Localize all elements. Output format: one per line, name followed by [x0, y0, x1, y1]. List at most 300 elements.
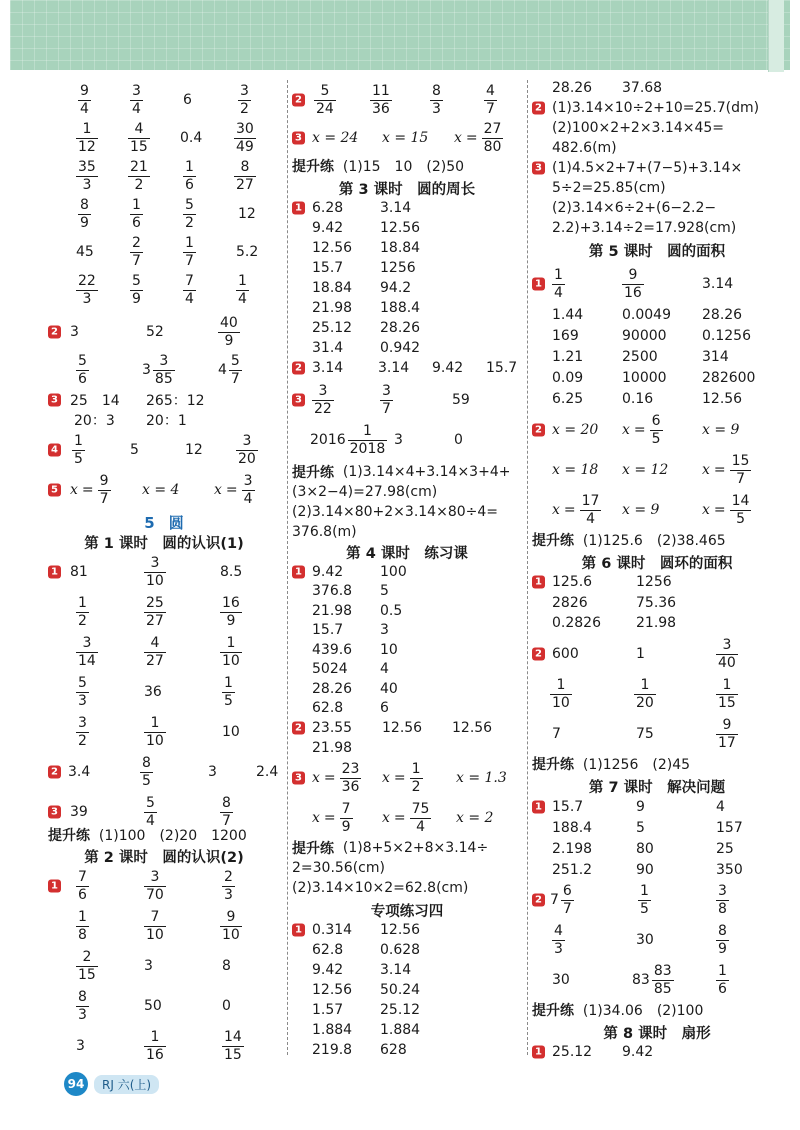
extension-line: 376.8(m) [292, 524, 357, 540]
answer-value: 12.56 [382, 720, 423, 736]
fraction: $\frac{7}{9}$ [341, 800, 351, 835]
fraction: $\frac{3}{2}$ [78, 714, 87, 749]
fraction: $\frac{16}{9}$ [222, 594, 240, 629]
extension-line: (2)3.14×80+2×3.14×80÷4= [292, 504, 499, 520]
fraction: $\frac{4}{27}$ [146, 634, 164, 669]
question-number-badge: 2 [532, 424, 545, 437]
question-row [532, 634, 782, 674]
fraction: $\frac{1}{10}$ [552, 676, 570, 711]
fraction: $\frac{9}{16}$ [624, 266, 642, 301]
fraction: $\frac{3}{22}$ [314, 382, 332, 417]
question-number-badge: 1 [292, 565, 305, 578]
fraction: $\frac{1}{4}$ [554, 266, 563, 301]
column-divider [527, 80, 528, 1055]
answer-value: 5024 [312, 661, 348, 678]
answer-value: 81 [70, 564, 88, 580]
answer-value: 10 [222, 724, 240, 740]
answer-value: 25.12 [312, 320, 353, 336]
answer-row [292, 258, 522, 278]
fraction: $\frac{8}{3}$ [78, 988, 87, 1023]
answer-row [292, 679, 522, 699]
answer-row: x = $\frac{7}{9}$ x = $\frac{75}{4}$ x = 2 [292, 798, 522, 838]
answer-row [532, 304, 782, 325]
extension-line: 提升练 (1)3.14×4+3.14×3+4+ [292, 464, 511, 481]
mixed-number: 4 $\frac{5}{7}$ [218, 352, 240, 387]
answer-row [48, 156, 280, 196]
answer-value: 6 [183, 92, 192, 108]
answer-value: 4 [380, 661, 389, 678]
question-number-badge: 2 [292, 94, 305, 107]
answer-row [532, 859, 782, 880]
page-edge-tab [768, 0, 784, 72]
fraction: $\frac{25}{27}$ [146, 594, 164, 629]
answer-value: x = 9 [702, 422, 740, 438]
fraction: $\frac{9}{10}$ [222, 908, 240, 943]
answer-value: 3.14 [380, 962, 412, 978]
answer-value: 439.6 [312, 641, 353, 658]
answer-row [532, 593, 782, 614]
answer-row [48, 194, 280, 234]
answer-value: 0.942 [380, 340, 421, 356]
question-row [532, 98, 782, 118]
fraction: $\frac{1}{7}$ [185, 234, 194, 269]
lesson-title: 第 1 课时 圆的认识(1) [84, 536, 244, 552]
fraction: $\frac{27}{80}$ [483, 120, 502, 155]
answer-row [48, 632, 280, 672]
answer-value: 6 [380, 700, 389, 717]
answer-row [532, 920, 782, 960]
answer-row [532, 78, 782, 98]
lesson-title: 第 3 课时 圆的周长 [338, 182, 476, 198]
question-row [532, 158, 782, 178]
question-number-badge: 2 [532, 102, 545, 115]
question-number-badge: 3 [292, 394, 305, 407]
answer-value: 3 [394, 432, 403, 448]
answer-value: 12.56 [452, 720, 493, 736]
question-number-badge: 3 [48, 394, 61, 407]
answer-value: 2500 [622, 348, 658, 365]
answer-value: 314 [702, 348, 729, 365]
answer-value: 37.68 [622, 80, 663, 96]
answer-value: 5 [636, 819, 645, 836]
fraction: $\frac{1}{8}$ [78, 908, 87, 943]
answer-row [48, 946, 280, 986]
answer-value: 62.8 [312, 942, 344, 958]
answer-value: 0.16 [622, 390, 654, 407]
answer-value: 10000 [622, 369, 667, 386]
answer-value: 9 [636, 798, 645, 815]
answer-value: 3 [380, 622, 389, 639]
answer-value: 1.884 [312, 1022, 353, 1038]
fraction: $\frac{3}{8}$ [718, 882, 727, 917]
answer-value: 21.98 [636, 615, 677, 632]
answer-row [532, 572, 782, 593]
answer-value: x = 15 [382, 130, 429, 146]
answer-row [532, 325, 782, 346]
fraction: $\frac{5}{24}$ [316, 82, 334, 117]
answer-value: 25.12 [380, 1002, 421, 1018]
fraction: $\frac{3}{4}$ [132, 82, 141, 117]
answer-row [292, 738, 522, 758]
answer-row [48, 672, 280, 712]
answer-value: 12 [238, 206, 256, 222]
question-number-badge: 2 [532, 648, 545, 661]
answer-value: 50 [144, 998, 162, 1014]
answer-value: 12.56 [702, 390, 743, 407]
column-divider [287, 80, 288, 1055]
answer-value: 3.4 [68, 764, 91, 780]
answer-value: 100 [380, 563, 407, 580]
answer-value: 157 [716, 819, 743, 836]
answer-value: 2.4 [256, 764, 279, 780]
answer-value: 52 [146, 324, 164, 340]
answer-value: 40 [380, 680, 398, 697]
question-number-badge: 1 [48, 880, 61, 893]
extension-line: (3×2−4)=27.98(cm) [292, 484, 438, 500]
fraction: $\frac{4}{15}$ [130, 120, 148, 155]
question-number-badge: 1 [532, 800, 545, 813]
fraction: $\frac{1}{2}$ [411, 760, 421, 795]
answer-value: 251.2 [552, 861, 593, 878]
extension-line: (2)3.14×10×2=62.8(cm) [292, 880, 469, 896]
answer-value: 20：3 [74, 413, 115, 429]
unit-heading: 5 圆 [144, 514, 184, 532]
answer-value: 1.884 [380, 1022, 421, 1038]
fraction: $\frac{1}{12}$ [78, 120, 96, 155]
fraction: $\frac{1}{5}$ [640, 882, 649, 917]
question-number-badge: 3 [292, 132, 305, 145]
question-number-badge: 3 [292, 772, 305, 785]
fraction: $\frac{1}{6}$ [132, 196, 141, 231]
question-number-badge: 1 [532, 278, 545, 291]
mixed-number: 3 $\frac{3}{85}$ [142, 352, 173, 387]
answer-value: 188.4 [552, 819, 593, 836]
answer-line: (2)100×2+2×3.14×45= [552, 120, 725, 136]
fraction: $\frac{1}{10}$ [222, 634, 240, 669]
page-number: 94 [64, 1072, 88, 1096]
answer-value: x = 2 [456, 810, 494, 826]
answer-value: 15.7 [312, 622, 344, 639]
answer-value: 12 [185, 442, 203, 458]
answer-value: 12.56 [380, 220, 421, 236]
answer-row [292, 940, 522, 960]
fraction: $\frac{2}{3}$ [224, 868, 233, 903]
question-row [48, 430, 280, 470]
lesson-title: 第 6 课时 圆环的面积 [581, 556, 733, 572]
answer-value: x = 20 [552, 422, 599, 438]
answer-value: x = 12 [622, 462, 669, 478]
fraction: $\frac{40}{9}$ [220, 314, 238, 349]
answer-value: 3.14 [312, 360, 344, 376]
fraction: $\frac{1}{5}$ [224, 674, 233, 709]
question-row [48, 866, 280, 906]
question-number-badge: 2 [48, 766, 61, 779]
answer-value: 1256 [380, 260, 416, 276]
answer-column-3 [532, 74, 782, 1064]
question-row [292, 380, 522, 420]
answer-value: 1.57 [312, 1002, 344, 1018]
fraction: $\frac{3}{20}$ [238, 432, 256, 467]
answer-value: 59 [452, 392, 470, 408]
fraction: $\frac{2}{15}$ [78, 948, 96, 983]
answer-value: 12.56 [312, 240, 353, 256]
question-number-badge: 1 [292, 202, 305, 215]
answer-row [48, 232, 280, 272]
answer-row [292, 640, 522, 660]
question-number-badge: 1 [532, 1046, 545, 1059]
question-number-badge: 2 [292, 362, 305, 375]
answer-row [292, 562, 522, 582]
answer-value: 21.98 [312, 602, 353, 619]
answer-value: 8 [222, 958, 231, 974]
answer-row [48, 118, 280, 158]
fraction: $\frac{3}{70}$ [146, 868, 164, 903]
answer-value: 31.4 [312, 340, 344, 356]
header-banner [10, 0, 790, 70]
answer-value: 188.4 [380, 300, 421, 316]
answer-value: 376.8 [312, 583, 353, 600]
answer-row [292, 238, 522, 258]
answer-value: 0 [222, 998, 231, 1014]
answer-row [292, 1020, 522, 1040]
lesson-title: 第 7 课时 解决问题 [588, 780, 726, 796]
answer-row [48, 80, 280, 120]
answer-row [292, 980, 522, 1000]
answer-value: 3 [208, 764, 217, 780]
answer-row [532, 367, 782, 388]
question-number-badge: 1 [48, 566, 61, 579]
answer-row: x = $\frac{17}{4}$ x = 9 x = $\frac{14}{5}$ [532, 490, 782, 530]
fraction: $\frac{3}{7}$ [382, 382, 391, 417]
question-number-badge: 4 [48, 444, 61, 457]
answer-row [292, 338, 522, 358]
answer-value: 628 [380, 1042, 407, 1058]
fraction: $\frac{75}{4}$ [411, 800, 430, 835]
fraction: $\frac{8}{3}$ [432, 82, 441, 117]
section-title: 专项练习四 [370, 904, 444, 920]
fraction: $\frac{9}{17}$ [718, 716, 736, 751]
answer-row [48, 270, 280, 310]
mixed-number: 2016 $\frac{1}{2018}$ [310, 422, 386, 457]
answer-value: 15.7 [486, 360, 518, 376]
answer-row [48, 712, 280, 752]
answer-value: 0.5 [380, 602, 403, 619]
answer-value: 80 [636, 840, 654, 857]
answer-value: 18.84 [312, 280, 353, 296]
answer-value: 28.26 [552, 80, 593, 96]
fraction: $\frac{2}{7}$ [132, 234, 141, 269]
lesson-title: 第 8 课时 扇形 [603, 1026, 711, 1042]
answer-line: (2)3.14×6÷2+(6−2.2− [552, 200, 717, 216]
answer-value: 0.2826 [552, 615, 601, 632]
fraction: $\frac{1}{15}$ [718, 676, 736, 711]
fraction: $\frac{3}{4}$ [243, 472, 253, 507]
fraction: $\frac{1}{20}$ [636, 676, 654, 711]
answer-value: 28.26 [312, 680, 353, 697]
answer-value: 265：12 [146, 393, 205, 409]
answer-row [48, 906, 280, 946]
page-footer [64, 1072, 159, 1096]
answer-row [532, 796, 782, 817]
extension-line: 提升练 (1)100 (2)20 1200 [48, 828, 247, 844]
fraction: $\frac{4}{7}$ [486, 82, 495, 117]
fraction: $\frac{14}{15}$ [224, 1028, 242, 1063]
answer-value: 39 [70, 804, 88, 820]
answer-value: x = 9 [622, 502, 660, 518]
answer-row [292, 621, 522, 641]
answer-value: 15.7 [312, 260, 344, 276]
answer-value: 75.36 [636, 594, 677, 611]
fraction: $\frac{1}{10}$ [146, 714, 164, 749]
answer-value: 350 [716, 861, 743, 878]
question-row [292, 358, 522, 378]
answer-value: 20：1 [146, 413, 187, 429]
fraction: $\frac{17}{4}$ [581, 492, 600, 527]
extension-line: 提升练 (1)125.6 (2)38.465 [532, 533, 726, 549]
question-number-badge: 3 [532, 162, 545, 175]
answer-value: 0.0049 [622, 306, 671, 323]
answer-row [292, 699, 522, 719]
fraction: $\frac{7}{4}$ [185, 272, 194, 307]
answer-value: x = 4 [142, 482, 180, 498]
question-row [48, 312, 280, 352]
answer-value: 8.5 [220, 564, 243, 580]
answer-value: 28.26 [380, 320, 421, 336]
fraction: $\frac{8}{27}$ [236, 158, 254, 193]
answer-value: 75 [636, 726, 654, 742]
fraction: $\frac{3}{2}$ [240, 82, 249, 117]
answer-row [292, 298, 522, 318]
fraction: $\frac{22}{3}$ [78, 272, 96, 307]
answer-value: 12.56 [312, 982, 353, 998]
answer-value: 15.7 [552, 798, 584, 815]
mixed-number: 83 $\frac{83}{85}$ [632, 962, 672, 997]
answer-value: 600 [552, 646, 579, 662]
answer-row [48, 592, 280, 632]
fraction: $\frac{3}{14}$ [78, 634, 96, 669]
fraction: $\frac{1}{16}$ [146, 1028, 164, 1063]
answer-value: x = 1.3 [456, 770, 507, 786]
fraction: $\frac{8}{7}$ [222, 794, 231, 829]
question-number-badge: 2 [48, 326, 61, 339]
question-row [532, 880, 782, 920]
answer-column-2 [292, 74, 522, 1064]
extension-line: 提升练 (1)15 10 (2)50 [292, 159, 465, 175]
fraction: $\frac{7}{6}$ [78, 868, 87, 903]
answer-value: 0.09 [552, 369, 584, 386]
fraction: $\frac{1}{5}$ [74, 432, 83, 467]
fraction: $\frac{5}{3}$ [78, 674, 87, 709]
answer-value: 6.28 [312, 200, 344, 216]
fraction: $\frac{1}{6}$ [185, 158, 194, 193]
book-label: RJ 六(上) [94, 1075, 159, 1094]
answer-value: 25 14 [70, 393, 120, 409]
answer-value: 9.42 [622, 1044, 654, 1060]
answer-value: x = 24 [312, 130, 359, 146]
fraction: $\frac{3}{40}$ [718, 636, 736, 671]
fraction: $\frac{21}{2}$ [130, 158, 148, 193]
question-number-badge: 1 [532, 576, 545, 589]
mixed-number: 7 $\frac{6}{7}$ [550, 882, 572, 917]
answer-value: 25 [716, 840, 734, 857]
answer-value: 3.14 [380, 200, 412, 216]
answer-value: 3.14 [702, 276, 734, 292]
answer-value: 125.6 [552, 574, 593, 591]
fraction: $\frac{30}{49}$ [236, 120, 254, 155]
answer-value: 9.42 [312, 563, 344, 580]
question-row [532, 1042, 782, 1062]
answer-value: 28.26 [702, 306, 743, 323]
fraction: $\frac{8}{9}$ [718, 922, 727, 957]
answer-value: 0.1256 [702, 327, 751, 344]
question-row: 3 x = $\frac{23}{36}$ x = $\frac{1}{2}$ x = 1.3 [292, 758, 522, 798]
fraction: $\frac{5}{2}$ [185, 196, 194, 231]
answer-row [292, 278, 522, 298]
answer-row [292, 1040, 522, 1060]
fraction: $\frac{1}{2}$ [78, 594, 87, 629]
answer-value: 21.98 [312, 740, 353, 756]
fraction: $\frac{3}{10}$ [146, 554, 164, 589]
answer-value: 1.44 [552, 306, 584, 323]
answer-row [292, 920, 522, 940]
fraction: $\frac{5}{6}$ [78, 352, 87, 387]
answer-value: 94.2 [380, 280, 412, 296]
answer-row [292, 198, 522, 218]
answer-value: 9.42 [312, 962, 344, 978]
answer-value: 90 [636, 861, 654, 878]
fraction: $\frac{4}{3}$ [554, 922, 563, 957]
answer-row [532, 674, 782, 714]
answer-row [532, 817, 782, 838]
question-number-badge: 2 [292, 722, 305, 735]
answer-value: 3 [144, 958, 153, 974]
question-number-badge: 2 [532, 894, 545, 907]
question-row: 2 x = 20 x = $\frac{6}{5}$ x = 9 [532, 410, 782, 450]
answer-row [292, 582, 522, 602]
answer-value: 21.98 [312, 300, 353, 316]
answer-row [292, 218, 522, 238]
question-row: 5 x = $\frac{9}{7}$ x = 4 x = $\frac{3}{4}$ [48, 470, 280, 510]
answer-row [48, 1026, 280, 1066]
answer-value: 45 [76, 244, 94, 260]
answer-line: 5÷2=25.85(cm) [552, 180, 666, 196]
fraction: $\frac{23}{36}$ [341, 760, 360, 795]
answer-value: 36 [144, 684, 162, 700]
answer-value: 10 [380, 641, 398, 658]
answer-value: 6.25 [552, 390, 584, 407]
answer-value: 2826 [552, 594, 588, 611]
question-number-badge: 1 [292, 924, 305, 937]
answer-value: 5 [130, 442, 139, 458]
answer-value: 0 [454, 432, 463, 448]
fraction: $\frac{8}{9}$ [80, 196, 89, 231]
fraction: $\frac{7}{10}$ [146, 908, 164, 943]
answer-value: 0.314 [312, 922, 353, 938]
question-row [48, 752, 280, 792]
answer-value: 5 [380, 583, 389, 600]
fraction: $\frac{35}{3}$ [78, 158, 96, 193]
fraction: $\frac{1}{6}$ [718, 962, 727, 997]
answer-row [532, 714, 782, 754]
question-row [48, 350, 280, 390]
answer-value: 30 [636, 932, 654, 948]
answer-row [292, 960, 522, 980]
question-row [292, 718, 522, 738]
answer-row [532, 346, 782, 367]
answer-value: 23.55 [312, 720, 353, 736]
question-number-badge: 3 [48, 806, 61, 819]
answer-value: 2.198 [552, 840, 593, 857]
